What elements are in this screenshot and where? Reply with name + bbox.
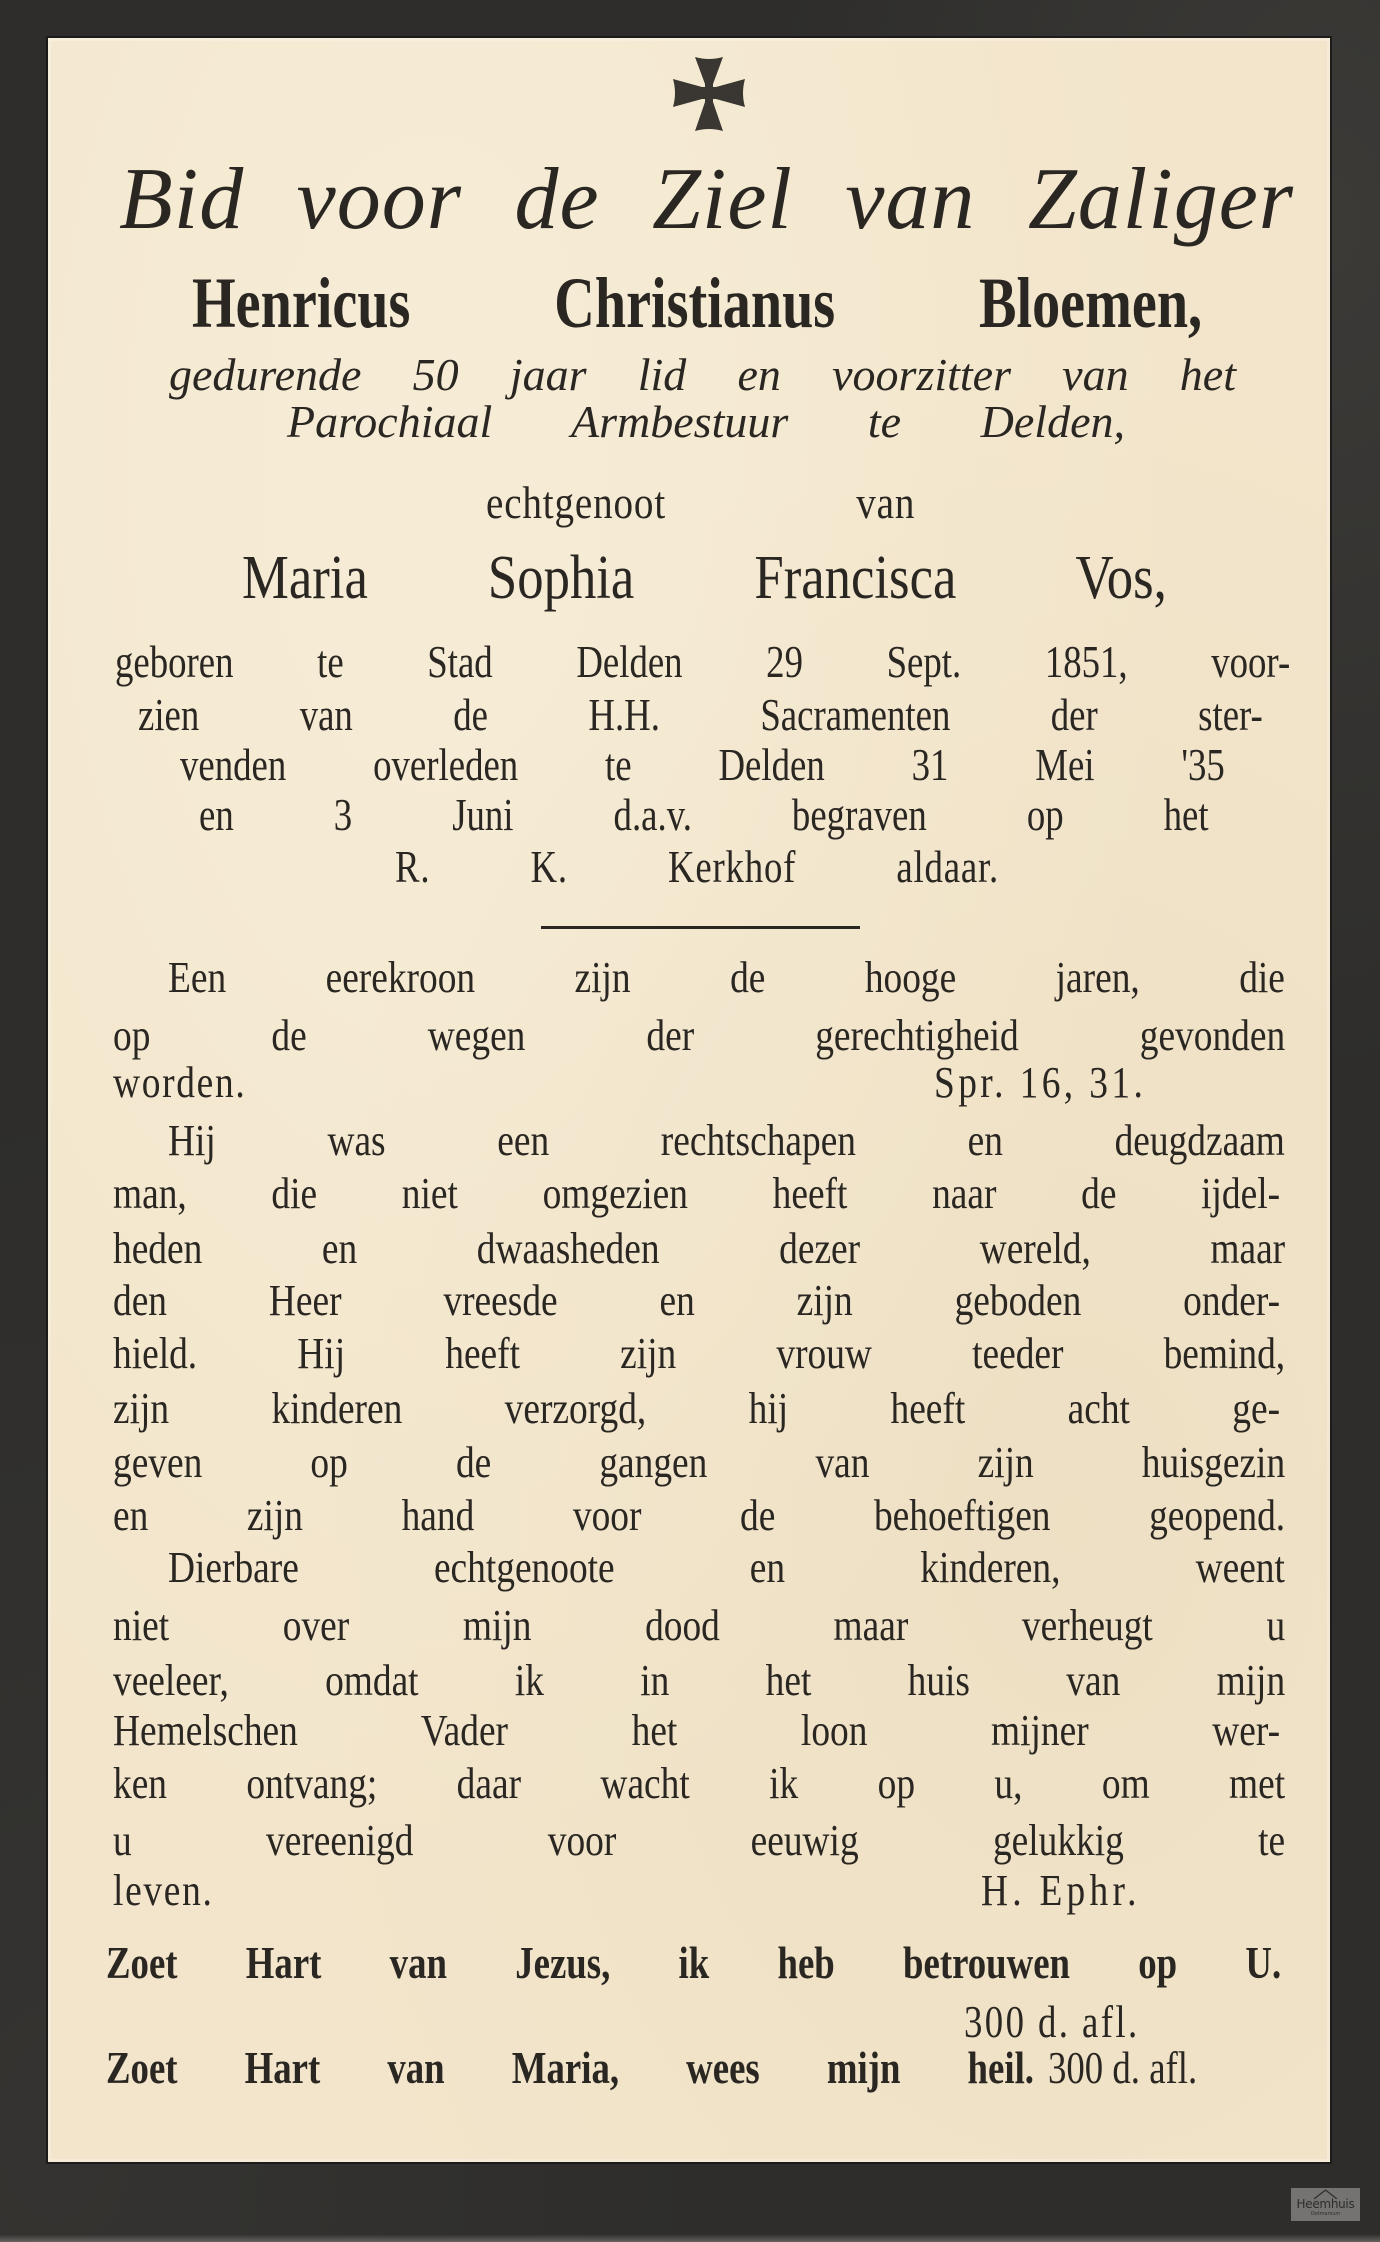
bio-line-1: geboren te Stad Delden 29 Sept. 1851, voor-: [115, 636, 1291, 687]
role-line-1: gedurende 50 jaar lid en voorzitter van het: [169, 349, 1236, 400]
spouse-name: Maria Sophia Francisca Vos,: [242, 544, 1167, 612]
scan-edge: [0, 2234, 1380, 2242]
prayer-maria: Zoet Hart van Maria, wees mijn heil.: [106, 2042, 1034, 2093]
cross-pattee-icon: [673, 57, 745, 131]
watermark-name: Heemhuis: [1296, 2197, 1355, 2211]
role-line-2: Parochiaal Armbestuur te Delden,: [287, 396, 1125, 447]
quote-line-3: worden.: [113, 1058, 247, 1107]
deceased-name: Henricus Christianus Bloemen,: [192, 263, 1203, 343]
bio-line-5: R. K. Kerkhof aldaar.: [395, 841, 999, 892]
bio-line-2: zien van de H.H. Sacramenten der ster-: [138, 689, 1263, 740]
farewell-reference: H. Ephr.: [981, 1866, 1141, 1915]
heemhuis-watermark: [1291, 2188, 1360, 2221]
tribute-line-3: heden en dwaasheden dezer wereld, maar: [113, 1224, 1286, 1273]
farewell-line-4: Hemelschen Vader het loon mijner wer-: [113, 1706, 1281, 1755]
prayer-jesus: Zoet Hart van Jezus, ik heb betrouwen op U.: [106, 1937, 1282, 1988]
bio-line-4: en 3 Juni d.a.v. begraven op het: [199, 789, 1209, 840]
tribute-line-6: zijn kinderen verzorgd, hij heeft acht ge-: [113, 1384, 1281, 1433]
tribute-line-4: den Heer vreesde en zijn geboden onder-: [113, 1276, 1281, 1325]
card-heading: Bid voor de Ziel van Zaliger: [119, 151, 1294, 248]
tribute-line-5: hield. Hij heeft zijn vrouw teeder bemind,: [113, 1329, 1286, 1378]
farewell-line-1: Dierbare echtgenoote en kinderen, weent: [168, 1543, 1285, 1592]
prayer-maria-indulgence: 300 d. afl.: [1048, 2042, 1198, 2093]
farewell-line-5: ken ontvang; daar wacht ik op u, om met: [113, 1759, 1286, 1808]
watermark-place: Ootmarsum: [1310, 2211, 1341, 2217]
tribute-line-2: man, die niet omgezien heeft naar de ijdel-: [113, 1169, 1281, 1218]
farewell-line-7: leven.: [113, 1866, 214, 1915]
divider-rule: [541, 926, 860, 929]
tribute-line-7: geven op de gangen van zijn huisgezin: [113, 1438, 1286, 1487]
tribute-line-8: en zijn hand voor de behoeftigen geopend.: [113, 1491, 1286, 1540]
quote-reference: Spr. 16, 31.: [934, 1058, 1147, 1107]
quote-line-1: Een eerekroon zijn de hooge jaren, die: [168, 953, 1285, 1002]
prayer-jesus-indulgence: 300 d. afl.: [964, 1996, 1140, 2047]
farewell-line-2: niet over mijn dood maar verheugt u: [113, 1601, 1286, 1650]
spouse-intro: echtgenoot van: [486, 477, 916, 528]
tribute-line-1: Hij was een rechtschapen en deugdzaam: [168, 1116, 1285, 1165]
farewell-line-6: u vereenigd voor eeuwig gelukkig te: [113, 1816, 1286, 1865]
quote-line-2: op de wegen der gerechtigheid gevonden: [113, 1011, 1286, 1060]
bio-line-3: venden overleden te Delden 31 Mei '35: [180, 739, 1225, 790]
farewell-line-3: veeleer, omdat ik in het huis van mijn: [113, 1656, 1286, 1705]
